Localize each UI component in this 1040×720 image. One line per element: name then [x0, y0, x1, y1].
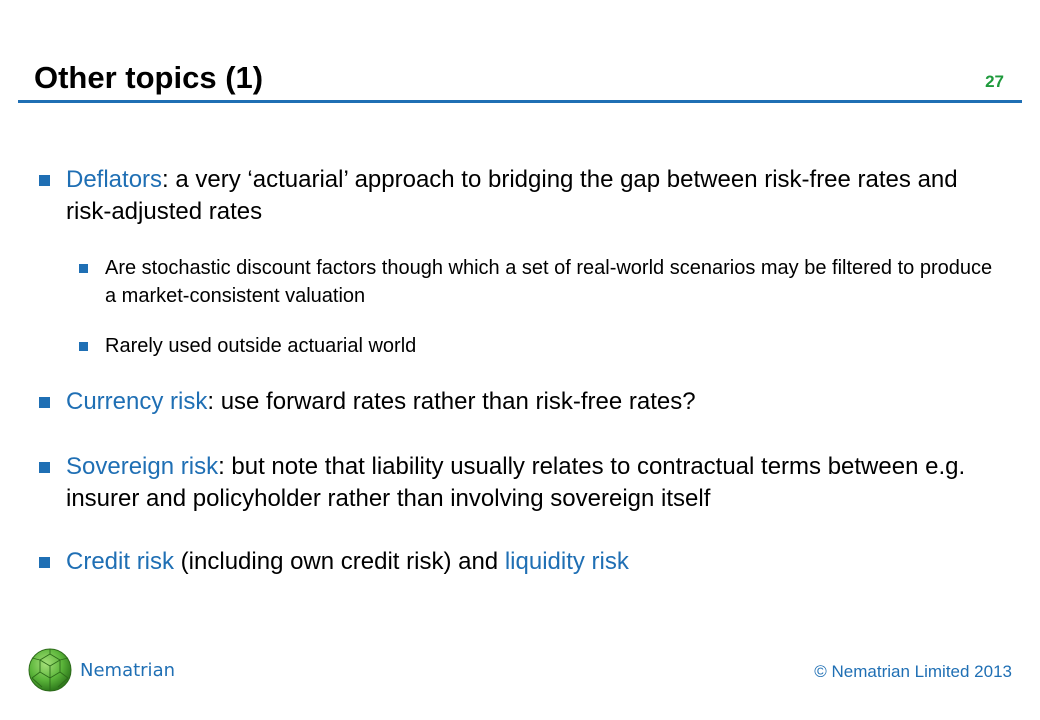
page-number: 27: [985, 72, 1004, 91]
bullet-sovereign-text: : but note that liability usually relates to contractual terms between e.g. insurer and policyholder rather than involving sovereign itself: [66, 453, 966, 512]
bullet-square-icon: [39, 397, 50, 408]
sub-bullet-text: Are stochastic discount factors though which a set of real-world scenarios may be filtered to produce a market-consistent valuation: [105, 257, 993, 307]
bullet-currency-text: : use forward rates rather than risk-free rates?: [207, 388, 696, 415]
bullet-square-icon: [39, 175, 50, 186]
term-sovereign-risk: Sovereign risk: [66, 453, 219, 480]
footer-brand: Nematrian: [80, 660, 176, 681]
sub-bullet-stochastic: [105, 254, 995, 310]
bullet-credit-text: (including own credit risk) and: [174, 548, 505, 575]
geodesic-sphere-icon: [26, 646, 74, 694]
term-liquidity-risk: liquidity risk: [504, 548, 629, 575]
bullet-square-icon: [39, 462, 50, 473]
footer-copyright: © Nematrian Limited 2013: [814, 662, 1012, 681]
sub-bullet-square-icon: [79, 264, 88, 273]
term-deflators: Deflators: [66, 166, 163, 193]
term-credit-risk: Credit risk: [66, 548, 175, 575]
bullet-currency-risk: [66, 386, 966, 418]
title-divider: [18, 100, 1022, 103]
sub-bullet-rarely-used: [105, 332, 995, 360]
term-currency-risk: Currency risk: [66, 388, 208, 415]
slide-title: Other topics (1): [34, 60, 264, 95]
sub-bullet-text: Rarely used outside actuarial world: [105, 335, 417, 357]
bullet-deflators-text: : a very ‘actuarial’ approach to bridging the gap between risk-free rates and risk-adjusted rates: [66, 166, 958, 225]
bullet-square-icon: [39, 557, 50, 568]
sub-bullet-square-icon: [79, 342, 88, 351]
bullet-sovereign-risk: [66, 451, 966, 515]
bullet-deflators: [66, 164, 966, 228]
bullet-credit-risk: [66, 546, 966, 578]
